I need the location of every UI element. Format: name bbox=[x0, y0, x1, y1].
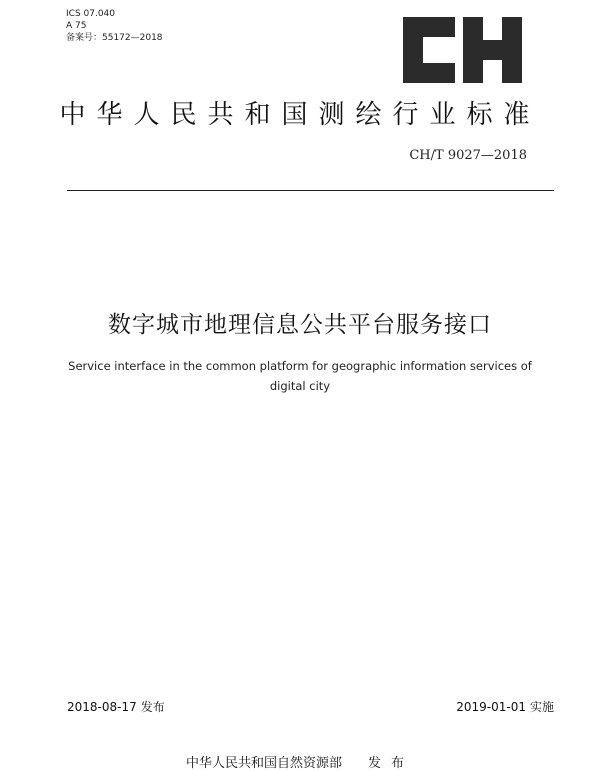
logo-letter-h bbox=[463, 17, 522, 83]
issuer-block bbox=[0, 752, 600, 771]
standard-code: CH/T 9027—2018 bbox=[409, 148, 527, 163]
document-metadata bbox=[66, 8, 163, 44]
document-title-en: Service interface in the common platform for geographic information services of digital city bbox=[68, 359, 532, 393]
implement-label: 实施 bbox=[529, 700, 554, 714]
implement-date-block bbox=[456, 698, 554, 715]
ics-code: ICS 07.040 bbox=[66, 9, 116, 19]
standard-type-title: 中华人民共和国测绘行业标准 bbox=[59, 100, 541, 130]
issuer-label: 发布 bbox=[368, 756, 415, 771]
release-date-block bbox=[67, 698, 165, 715]
release-label: 发布 bbox=[140, 700, 165, 714]
classification-code: A 75 bbox=[66, 21, 87, 31]
document-title-cn: 数字城市地理信息公共平台服务接口 bbox=[108, 312, 492, 338]
header-divider bbox=[67, 190, 554, 191]
release-date: 2018-08-17 bbox=[67, 700, 137, 714]
record-number: 备案号：55172—2018 bbox=[66, 33, 163, 43]
implement-date: 2019-01-01 bbox=[456, 700, 526, 714]
ch-logo bbox=[403, 17, 522, 83]
issuer-name: 中华人民共和国自然资源部 bbox=[185, 756, 342, 771]
logo-letter-c bbox=[403, 17, 455, 83]
